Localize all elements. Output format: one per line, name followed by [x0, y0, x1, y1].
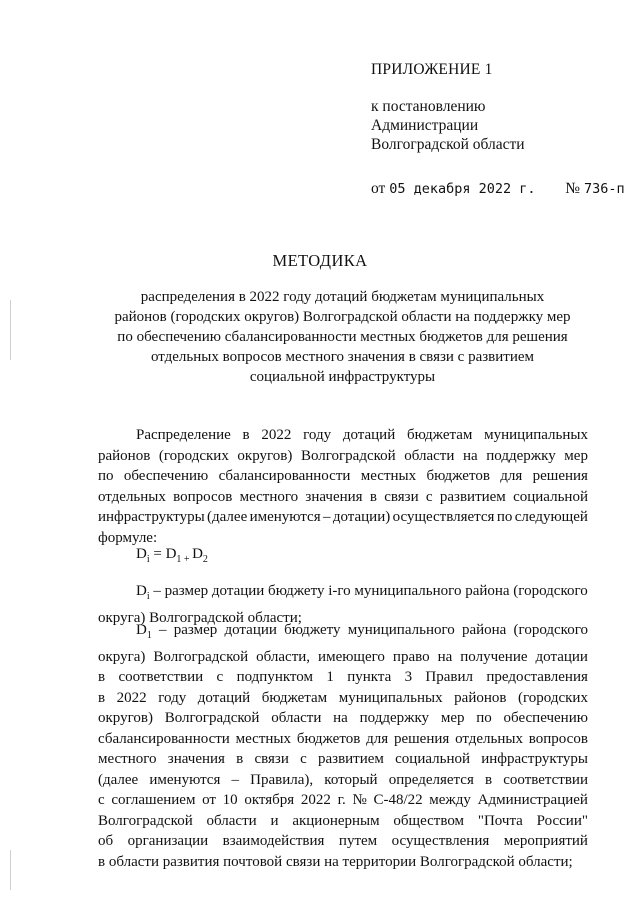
appendix-header — [371, 60, 625, 199]
number-prefix: № — [565, 180, 581, 197]
text-word: (городских — [158, 447, 229, 464]
text-word: значения — [167, 751, 225, 767]
text-word: 10 — [222, 792, 238, 808]
text-word: (далее — [98, 771, 139, 788]
text-word: 2022 — [116, 689, 147, 706]
text-word: (городского — [513, 622, 588, 638]
text-word: и — [270, 812, 279, 829]
text-word: для — [366, 730, 389, 747]
subtitle-line: отдельных вопросов местного значения в связи с развитием — [150, 349, 535, 365]
text-line — [98, 790, 588, 811]
text-line — [98, 507, 588, 528]
text-word: в — [236, 751, 244, 767]
text-word: имеющего — [318, 648, 385, 665]
text-word: округа) — [98, 648, 146, 665]
text-word: следующей — [514, 509, 588, 525]
text-line — [98, 528, 588, 549]
text-word: районов — [454, 689, 507, 706]
text-word: бюджетов — [296, 730, 361, 747]
subtitle-line: социальной инфраструктуры — [249, 369, 436, 385]
text-word: 2022 — [261, 427, 292, 443]
date-number-line — [371, 179, 625, 199]
text-word: осуществления — [391, 833, 490, 849]
text-word: сбалансированности — [218, 468, 351, 484]
text-word: округов) — [237, 447, 293, 464]
text-word: октября — [244, 792, 295, 808]
text-word: социальной — [513, 488, 588, 505]
document-subtitle — [100, 287, 585, 387]
text-line — [98, 487, 588, 508]
text-word: муниципального — [347, 622, 455, 638]
text-word: Волгоградской — [164, 710, 260, 726]
text-line — [98, 425, 588, 446]
text-word: по — [98, 468, 114, 484]
text-word: бюджетам — [261, 689, 328, 706]
text-word: размер — [173, 622, 218, 638]
text-word: Правил — [425, 669, 474, 685]
text-word: 1 — [326, 669, 334, 685]
text-word: социальной — [395, 751, 471, 767]
text-word: в — [98, 689, 106, 706]
text-word: обществом — [393, 812, 465, 829]
text-word: районов — [98, 447, 151, 464]
text-word: подпунктом — [236, 669, 313, 685]
scan-edge-mark — [10, 300, 11, 360]
text-word: местного — [239, 488, 299, 505]
text-word: муниципальных — [484, 427, 588, 443]
text-line — [98, 749, 588, 770]
text-word: Распределение — [136, 427, 231, 443]
text-word: решения — [393, 730, 450, 747]
text-line — [98, 831, 588, 852]
text-word: вопросов — [173, 488, 233, 505]
text-word: с — [425, 488, 433, 505]
text-word: С-48/22 — [373, 792, 423, 808]
text-word: дотации) — [332, 509, 391, 525]
text-line-content: в области развития почтовой связи на территории Волгоградской области; — [98, 853, 573, 870]
paragraph-d1-definition — [98, 620, 588, 872]
text-word: области — [206, 812, 257, 829]
formula: $D_i = D_1$ $_+$ $D_2$ — [136, 546, 208, 565]
text-line-content: формуле: — [98, 529, 158, 546]
document-title: МЕТОДИКА — [272, 251, 368, 270]
text-word: г. — [337, 792, 346, 808]
text-line — [98, 620, 588, 647]
text-word: от — [202, 792, 216, 808]
text-word: местного — [98, 751, 157, 767]
text-word: именуются — [149, 771, 221, 788]
text-word: бюджетам — [406, 427, 473, 443]
text-word: области — [271, 710, 322, 726]
text-word: по — [476, 710, 492, 726]
date-prefix: от — [371, 180, 386, 197]
text-word: соответствии — [118, 669, 204, 685]
text-word: отдельных — [455, 730, 523, 747]
text-word: района — [461, 622, 507, 638]
text-word: поддержку — [486, 447, 556, 464]
text-line — [98, 446, 588, 467]
text-word: с — [300, 751, 307, 767]
text-word: бюджету — [284, 622, 341, 638]
text-line — [98, 770, 588, 791]
text-word: инфраструктуры — [481, 751, 588, 767]
text-word: поддержку — [359, 710, 430, 726]
text-word: с — [98, 792, 105, 808]
text-word: путем — [338, 833, 378, 849]
text-word: акционерным — [292, 812, 380, 829]
subtitle-line: районов (городских округов) Волгоградской области на поддержку мер — [114, 309, 571, 325]
number-value: 736-п — [583, 181, 625, 197]
text-word: Правила), — [250, 771, 314, 788]
text-word: "Почта — [477, 812, 523, 829]
text-word: значения — [305, 488, 363, 505]
text-word: в — [98, 669, 106, 685]
text-word: обеспечению — [123, 468, 209, 484]
text-word: развитием — [317, 751, 384, 767]
text-word: году — [303, 427, 332, 443]
text-word: № — [352, 792, 367, 808]
text-line — [98, 708, 588, 729]
text-line — [98, 647, 588, 668]
appendix-title: ПРИЛОЖЕНИЕ 1 — [371, 61, 493, 78]
text-line — [98, 688, 588, 709]
text-word: по — [496, 509, 513, 525]
appendix-line: к постановлению — [371, 98, 486, 115]
text-word: 3 — [404, 669, 413, 685]
text-word: (далее — [207, 509, 248, 525]
paragraph-distribution — [98, 425, 588, 548]
text-word: соглашением — [111, 792, 196, 808]
text-word: бюджетов — [426, 468, 490, 484]
text-word: связи — [384, 488, 419, 505]
appendix-line: Волгоградской области — [371, 136, 525, 153]
text-word: году — [158, 689, 187, 706]
text-word: – — [159, 622, 167, 638]
text-word: с — [216, 669, 224, 685]
text-word: решения — [532, 468, 588, 484]
text-word: для — [500, 468, 523, 484]
text-word: на — [333, 710, 348, 726]
text-word: муниципальных — [338, 689, 443, 706]
text-word: местных — [360, 468, 417, 484]
text-word: развитием — [439, 488, 506, 505]
text-word: соответствии — [503, 771, 588, 788]
text-word: округов) — [98, 710, 153, 726]
text-word: который — [324, 771, 378, 788]
scan-edge-mark — [10, 850, 11, 890]
text-word: (городских — [518, 689, 588, 706]
text-word: дотации — [224, 622, 277, 638]
text-word: – — [231, 771, 240, 788]
text-line — [98, 729, 588, 750]
text-word: в — [369, 488, 377, 505]
text-word: в — [485, 771, 493, 788]
text-word: Волгоградской — [98, 812, 193, 829]
text-word: России" — [536, 812, 588, 829]
text-word: Волгоградской — [300, 447, 396, 464]
text-line — [98, 852, 588, 873]
text-word: определяется — [388, 771, 474, 788]
text-word: местных — [235, 730, 291, 747]
text-word: области — [404, 447, 455, 464]
text-word: Администрацией — [477, 792, 588, 808]
text-word: на — [437, 648, 453, 665]
text-word: осуществляется — [392, 509, 495, 525]
text-word: предоставления — [486, 669, 588, 685]
subtitle-line: по обеспечению сбалансированности местных бюджетов для решения — [117, 329, 568, 345]
text-word: право — [392, 648, 430, 665]
appendix-line: Администрации — [371, 117, 479, 134]
text-line: $D_i$ – размер дотации бюджету i-го муниципального района (городского — [136, 583, 588, 602]
text-word: организации — [127, 833, 209, 849]
text-word: мер — [564, 447, 588, 464]
text-word: отдельных — [98, 488, 166, 505]
text-line-content: округа) Волгоградской области; — [98, 609, 302, 626]
text-word: мероприятий — [503, 833, 588, 849]
text-word: об — [98, 833, 114, 849]
text-word: – — [322, 509, 331, 525]
text-word: пункта — [347, 669, 392, 685]
text-word: дотаций — [342, 427, 396, 443]
text-word: между — [429, 792, 471, 808]
text-word: в — [242, 427, 250, 443]
text-word: дотации — [535, 648, 588, 665]
text-word: мер — [440, 710, 465, 726]
text-word: именуются — [249, 509, 321, 525]
text-line — [98, 466, 588, 487]
text-word: на — [462, 447, 478, 464]
text-word: вопросов — [528, 730, 588, 747]
text-line — [98, 811, 588, 832]
text-word: сбалансированности — [98, 730, 230, 747]
date-value: 05 декабря 2022 г. — [389, 181, 536, 197]
text-word: инфраструктуры — [98, 509, 205, 525]
text-word: получение — [460, 648, 528, 665]
text-word: связи — [254, 751, 289, 767]
text-word: дотаций — [197, 689, 251, 706]
text-word: $D_1$ — [136, 622, 152, 641]
text-word: Волгоградской — [153, 648, 249, 665]
text-word: обеспечению — [503, 710, 588, 726]
text-word: 2022 — [300, 792, 331, 808]
text-line — [98, 667, 588, 688]
text-word: взаимодействия — [222, 833, 325, 849]
subtitle-line: распределения в 2022 году дотаций бюджетам муниципальных — [140, 289, 545, 305]
text-word: области, — [256, 648, 311, 665]
